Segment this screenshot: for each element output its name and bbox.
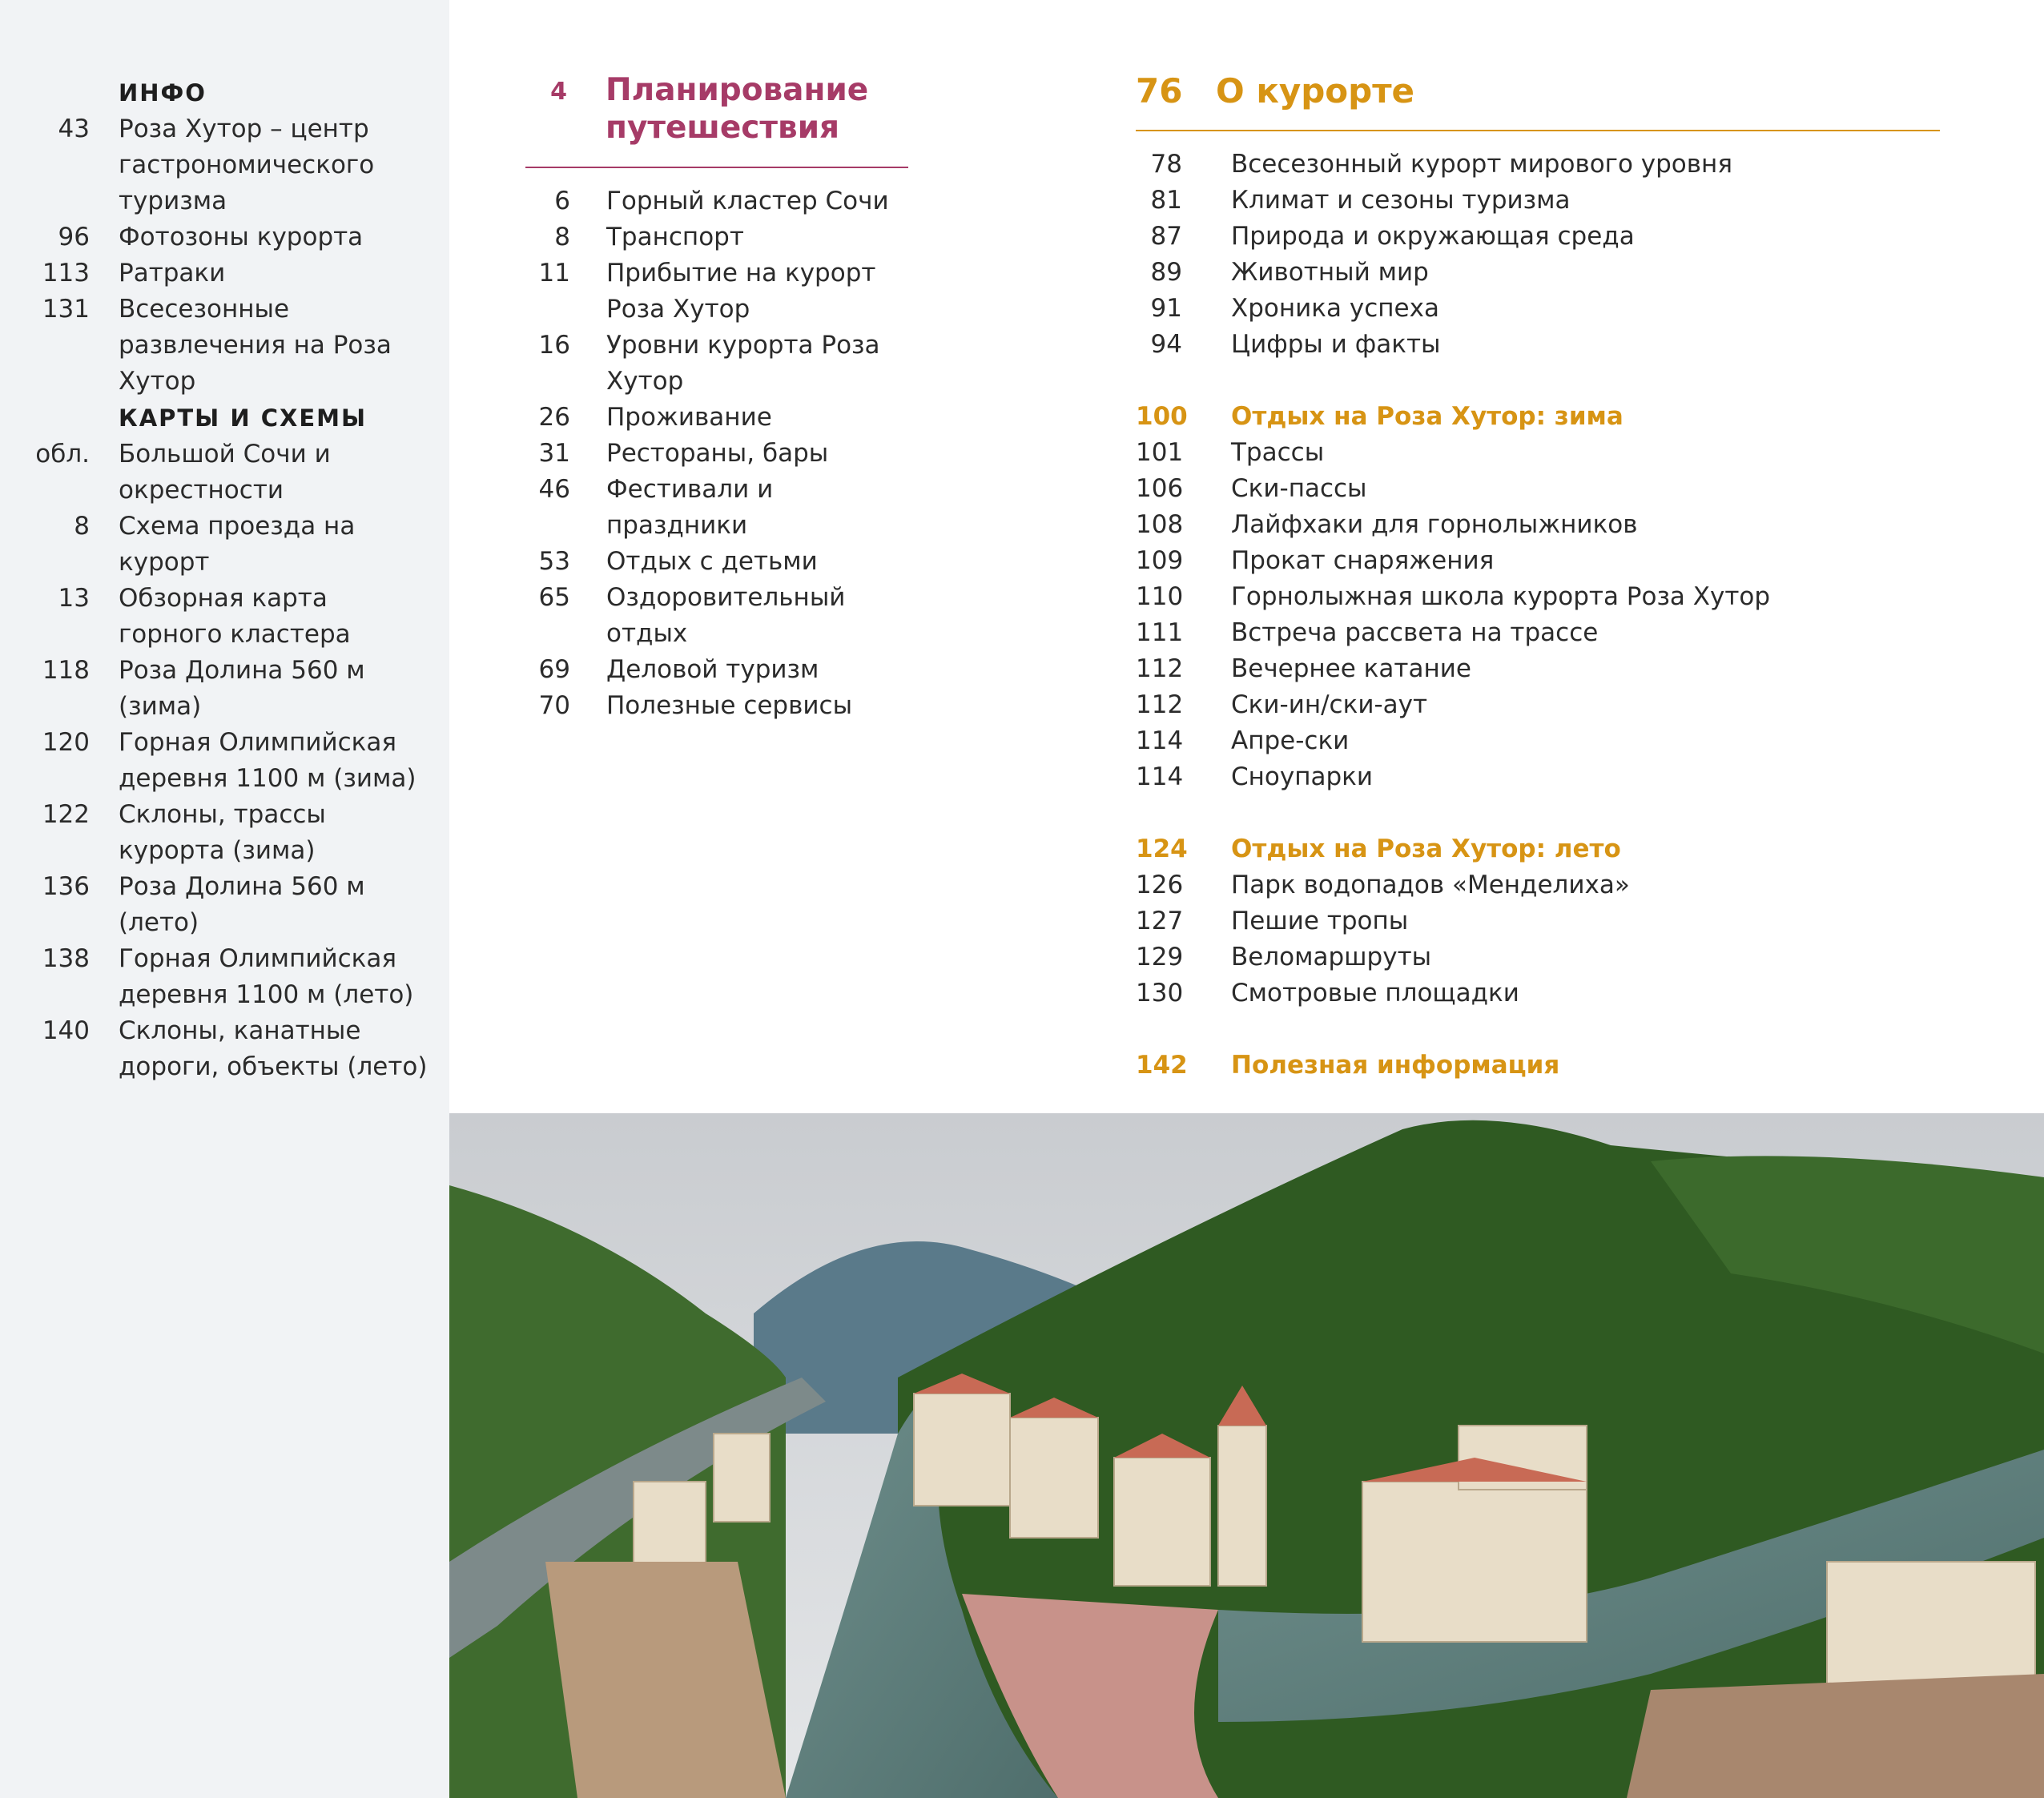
toc-entry-title: Схема проезда на курорт	[119, 512, 356, 577]
toc-entry-title: Роза Долина 560 м (зима)	[119, 656, 365, 721]
toc-entry-title: Отдых на Роза Хутор: лето	[1231, 835, 1621, 863]
resort-divider	[1136, 130, 1940, 131]
toc-entry-title: Оздоровительный отдых	[606, 583, 846, 648]
toc-page-number: 13	[58, 584, 90, 613]
toc-page-number: 113	[42, 259, 90, 288]
toc-entry[interactable]	[525, 436, 911, 472]
toc-entry-title: Фестивали и праздники	[606, 475, 774, 540]
planning-title[interactable]: Планирование путешествия	[606, 72, 869, 146]
toc-entry[interactable]	[1136, 975, 1952, 1012]
toc-page-number: 136	[42, 872, 90, 901]
toc-entry-title: Отдых с детьми	[606, 547, 818, 576]
toc-page-number: 124	[1136, 835, 1188, 863]
toc-page-number: 108	[1136, 510, 1184, 539]
toc-entry[interactable]	[1136, 291, 1952, 327]
toc-entry-title: Всесезонные развлечения на Роза Хутор	[119, 295, 392, 396]
toc-page-number: 127	[1136, 907, 1184, 935]
toc-entry-title: Склоны, трассы курорта (зима)	[119, 800, 326, 865]
toc-page-number: 96	[58, 223, 90, 251]
toc-entry-title: Прокат снаряжения	[1231, 546, 1495, 575]
toc-entry-title: Уровни курорта Роза Хутор	[606, 331, 880, 396]
toc-page-number: 8	[74, 512, 90, 541]
toc-entry[interactable]	[0, 941, 431, 1013]
toc-entry[interactable]	[525, 472, 911, 544]
toc-entry[interactable]	[1136, 615, 1952, 651]
toc-entry-title: Прибытие на курорт Роза Хутор	[606, 259, 876, 324]
toc-page-number: 120	[42, 728, 90, 757]
resort-list	[1136, 147, 1952, 1084]
toc-entry[interactable]	[525, 688, 911, 724]
toc-page-number: 46	[538, 475, 570, 504]
toc-entry-title: Деловой туризм	[606, 655, 819, 684]
toc-entry-title: Парк водопадов «Менделиха»	[1231, 871, 1630, 899]
toc-entry[interactable]	[0, 292, 431, 400]
toc-entry[interactable]	[1136, 327, 1952, 363]
toc-entry-title: Пешие тропы	[1231, 907, 1409, 935]
toc-section-entry[interactable]	[1136, 831, 1952, 867]
toc-page-number: 130	[1136, 979, 1184, 1008]
toc-entry[interactable]	[525, 580, 911, 652]
toc-entry-title: Обзорная карта горного кластера	[119, 584, 351, 649]
toc-page-number: 126	[1136, 871, 1184, 899]
toc-page-number: 101	[1136, 438, 1184, 467]
toc-page-number: 111	[1136, 618, 1184, 647]
toc-entry-title: Встреча рассвета на трассе	[1231, 618, 1599, 647]
toc-entry-title: Трассы	[1231, 438, 1325, 467]
resort-title[interactable]: О курорте	[1216, 71, 1415, 111]
toc-entry[interactable]	[0, 725, 431, 797]
toc-page-number: 16	[538, 331, 570, 360]
toc-entry-title: Рестораны, бары	[606, 439, 829, 468]
toc-page-number: 70	[538, 691, 570, 720]
toc-page-number: 69	[538, 655, 570, 684]
toc-page-number: 6	[554, 187, 570, 215]
toc-section-entry[interactable]	[1136, 399, 1952, 435]
toc-entry[interactable]	[0, 509, 431, 581]
toc-entry[interactable]	[0, 255, 431, 292]
toc-entry[interactable]	[0, 436, 431, 509]
toc-page-number: 138	[42, 944, 90, 973]
toc-entry-title: Фотозоны курорта	[119, 223, 364, 251]
toc-page-number: 112	[1136, 654, 1184, 683]
toc-entry-title: Ски-ин/ски-аут	[1231, 690, 1428, 719]
toc-entry-title: Роза Долина 560 м (лето)	[119, 872, 365, 937]
toc-section-entry[interactable]	[1136, 1048, 1952, 1084]
toc-entry[interactable]	[1136, 543, 1952, 579]
toc-page-number: 43	[58, 115, 90, 143]
toc-page-number: 53	[538, 547, 570, 576]
toc-entry-title: Апре-ски	[1231, 726, 1350, 755]
toc-page-number: 78	[1150, 150, 1182, 179]
toc-page-number: 122	[42, 800, 90, 829]
toc-page-number: 114	[1136, 762, 1184, 791]
toc-entry-title: Отдых на Роза Хутор: зима	[1231, 402, 1624, 431]
maps-heading: КАРТЫ И СХЕМЫ	[119, 404, 368, 432]
toc-page-number: обл.	[35, 440, 90, 469]
toc-page-number: 11	[538, 259, 570, 288]
toc-entry-title: Большой Сочи и окрестности	[119, 440, 331, 505]
toc-page-number: 106	[1136, 474, 1184, 503]
toc-entry-title: Горная Олимпийская деревня 1100 м (зима)	[119, 728, 416, 793]
toc-entry[interactable]	[0, 653, 431, 725]
toc-page-number: 65	[538, 583, 570, 612]
toc-page-number: 81	[1150, 186, 1182, 215]
toc-page-number: 94	[1150, 330, 1182, 359]
toc-entry-title: Всесезонный курорт мирового уровня	[1231, 150, 1732, 179]
toc-entry[interactable]	[525, 544, 911, 580]
toc-entry-title: Животный мир	[1231, 258, 1429, 287]
toc-entry[interactable]	[525, 652, 911, 688]
toc-entry-title: Горнолыжная школа курорта Роза Хутор	[1231, 582, 1771, 611]
toc-entry-title: Веломаршруты	[1231, 943, 1432, 971]
toc-entry[interactable]	[1136, 759, 1952, 795]
toc-entry-title: Склоны, канатные дороги, объекты (лето)	[119, 1016, 428, 1081]
planning-page-number: 4	[550, 78, 567, 106]
toc-page-number: 8	[554, 223, 570, 251]
toc-page-number: 114	[1136, 726, 1184, 755]
toc-entry[interactable]	[0, 797, 431, 869]
maps-list	[0, 436, 431, 1085]
resort-page-number: 76	[1136, 71, 1183, 111]
toc-entry-title: Ратраки	[119, 259, 226, 288]
toc-entry-title: Проживание	[606, 403, 772, 432]
toc-entry[interactable]	[0, 869, 431, 941]
toc-entry[interactable]	[1136, 579, 1952, 615]
toc-entry[interactable]	[1136, 435, 1952, 471]
toc-page-number: 112	[1136, 690, 1184, 719]
toc-entry-title: Хроника успеха	[1231, 294, 1439, 323]
info-list	[0, 111, 431, 400]
toc-page-number: 118	[42, 656, 90, 685]
toc-entry[interactable]	[1136, 939, 1952, 975]
toc-entry-title: Горная Олимпийская деревня 1100 м (лето)	[119, 944, 414, 1009]
toc-entry[interactable]	[1136, 651, 1952, 687]
toc-entry[interactable]	[525, 255, 911, 328]
planning-divider	[525, 167, 908, 168]
toc-page-number: 87	[1150, 222, 1182, 251]
toc-entry[interactable]	[525, 183, 911, 219]
toc-page-number: 31	[538, 439, 570, 468]
toc-entry[interactable]	[0, 581, 431, 653]
toc-entry-title: Транспорт	[606, 223, 744, 251]
toc-entry[interactable]	[1136, 903, 1952, 939]
toc-page-number: 131	[42, 295, 90, 324]
toc-page-number: 89	[1150, 258, 1182, 287]
toc-entry-title: Вечернее катание	[1231, 654, 1471, 683]
toc-entry[interactable]	[525, 328, 911, 400]
toc-entry-title: Роза Хутор – центр гастрономического туризма	[119, 115, 375, 215]
toc-entry[interactable]	[1136, 183, 1952, 219]
toc-entry-title: Климат и сезоны туризма	[1231, 186, 1571, 215]
toc-page-number: 142	[1136, 1051, 1188, 1080]
toc-entry[interactable]	[0, 219, 431, 255]
toc-entry-title: Природа и окружающая среда	[1231, 222, 1635, 251]
toc-page-number: 91	[1150, 294, 1182, 323]
toc-entry-title: Цифры и факты	[1231, 330, 1441, 359]
toc-page-number: 26	[538, 403, 570, 432]
toc-entry[interactable]	[525, 400, 911, 436]
toc-entry-title: Сноупарки	[1231, 762, 1374, 791]
toc-page-number: 140	[42, 1016, 90, 1045]
toc-entry-title: Лайфхаки для горнолыжников	[1231, 510, 1638, 539]
info-heading: ИНФО	[119, 79, 207, 107]
toc-entry[interactable]	[1136, 471, 1952, 507]
toc-entry[interactable]	[0, 1013, 431, 1085]
toc-page-number: 129	[1136, 943, 1184, 971]
toc-entry-title: Горный кластер Сочи	[606, 187, 889, 215]
toc-page-number: 109	[1136, 546, 1184, 575]
resort-aerial-photo	[449, 1113, 2044, 1798]
toc-entry-title: Полезные сервисы	[606, 691, 853, 720]
toc-entry[interactable]	[1136, 723, 1952, 759]
toc-entry[interactable]	[1136, 867, 1952, 903]
toc-page-number: 100	[1136, 402, 1188, 431]
toc-entry[interactable]	[1136, 219, 1952, 255]
toc-entry-title: Смотровые площадки	[1231, 979, 1519, 1008]
toc-entry[interactable]	[525, 219, 911, 255]
toc-entry-title: Полезная информация	[1231, 1051, 1560, 1080]
toc-entry[interactable]	[1136, 507, 1952, 543]
toc-page-number: 110	[1136, 582, 1184, 611]
toc-entry[interactable]	[1136, 255, 1952, 291]
toc-entry[interactable]	[1136, 687, 1952, 723]
toc-entry[interactable]	[0, 111, 431, 219]
planning-list	[525, 183, 911, 724]
toc-entry-title: Ски-пассы	[1231, 474, 1367, 503]
toc-entry[interactable]	[1136, 147, 1952, 183]
